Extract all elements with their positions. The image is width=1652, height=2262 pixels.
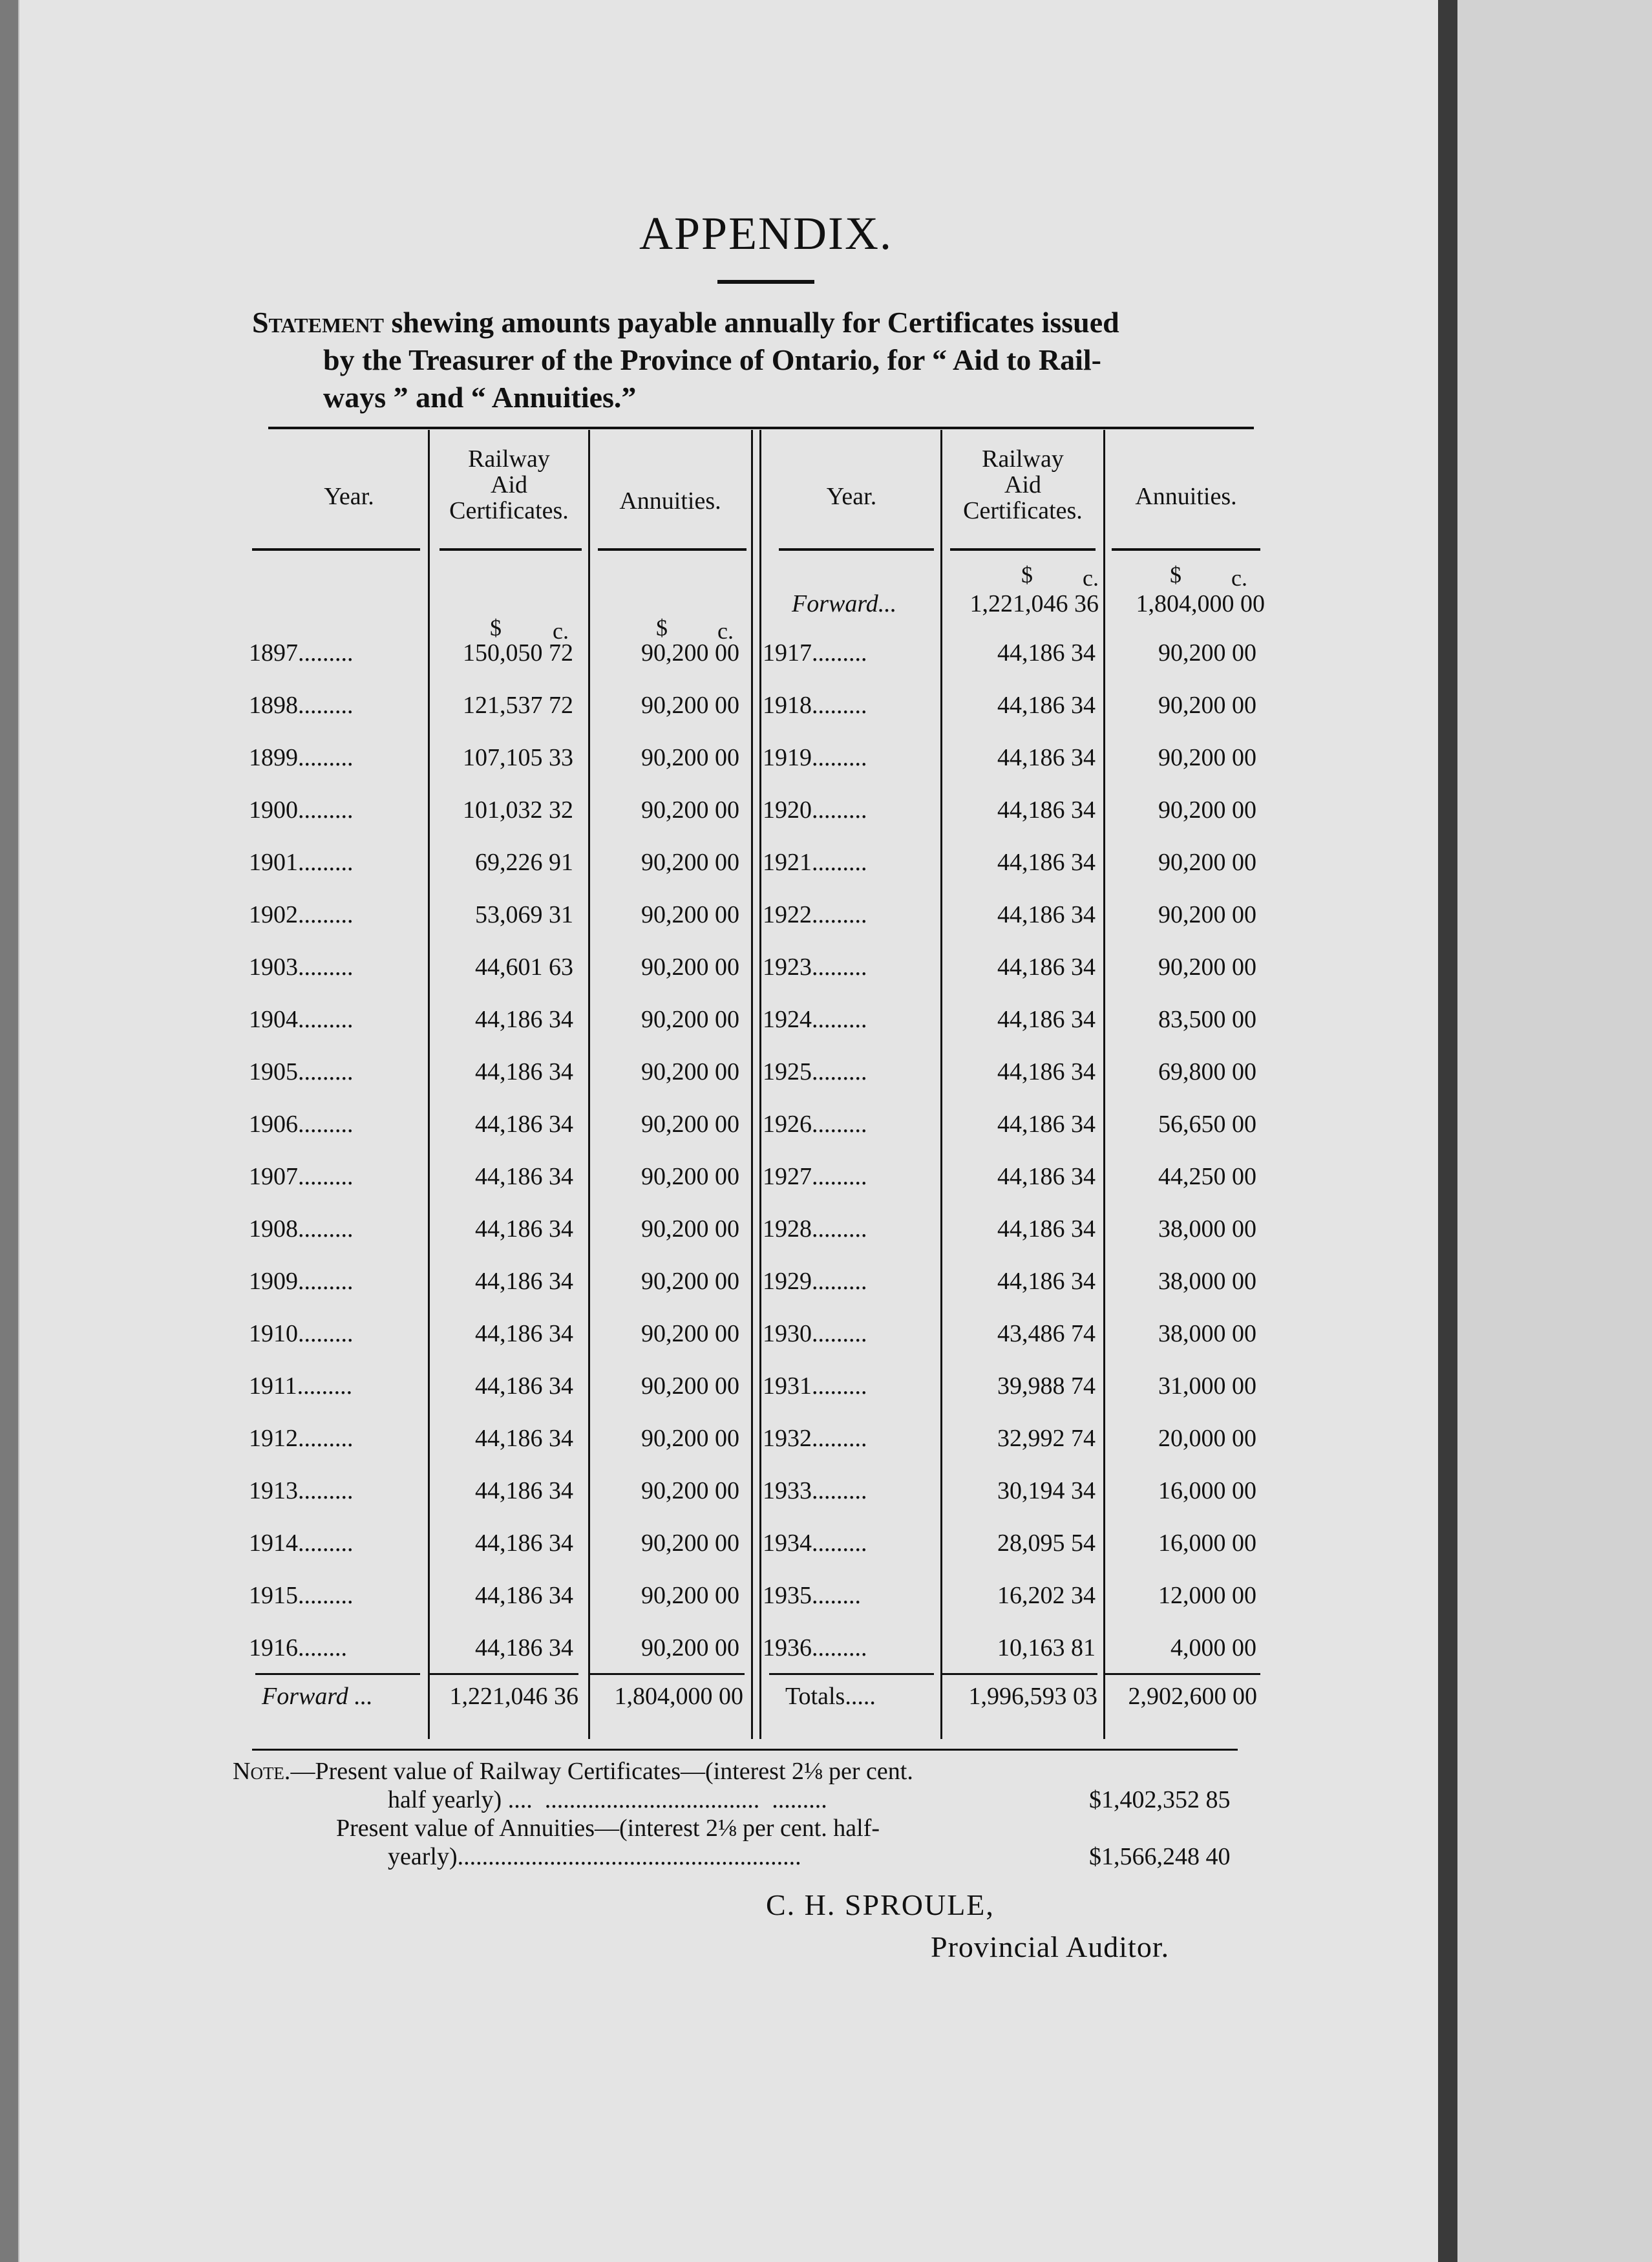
year-cell: 1904......... [249,1006,354,1033]
year-cell: 1936......... [763,1634,867,1661]
year-cell: 1926......... [763,1111,867,1138]
year-cell: 1907......... [249,1163,354,1190]
year-cell: 1932......... [763,1425,867,1452]
unit-cents-right-rail: c. [1083,565,1099,591]
statement-line-3: ways ” and “ Annuities.” [323,381,637,414]
total-rule-left-rail-a [430,1673,578,1675]
annuities-cell: 38,000 00 [1158,1320,1256,1347]
header-railway-line-2: Aid [491,471,527,498]
annuities-cell: 90,200 00 [641,1372,739,1400]
year-cell: 1906......... [249,1111,354,1138]
col-divider-3b [759,430,761,1739]
railway-cell: 69,226 91 [475,849,573,876]
annuities-cell: 90,200 00 [1158,901,1256,928]
facing-page [1457,0,1652,2262]
header-railway-right [942,446,1103,524]
header-annuities-left: Annuities. [619,487,721,515]
right-totals-label: Totals..... [785,1683,876,1710]
header-year-right: Year. [826,483,877,510]
year-cell: 1930......... [763,1320,867,1347]
annuities-cell: 90,200 00 [641,1634,739,1661]
col-divider-4 [940,430,942,1739]
railway-cell: 44,186 34 [475,1268,573,1295]
annuities-cell: 90,200 00 [641,1006,739,1033]
railway-cell: 44,186 34 [475,1582,573,1609]
year-cell: 1897......... [249,639,354,667]
annuities-cell: 16,000 00 [1158,1530,1256,1557]
year-cell: 1899......... [249,744,354,771]
year-cell: 1898......... [249,692,354,719]
year-cell: 1909......... [249,1268,354,1295]
year-cell: 1925......... [763,1058,867,1085]
railway-cell: 43,486 74 [997,1320,1096,1347]
year-cell: 1902......... [249,901,354,928]
year-cell: 1924......... [763,1006,867,1033]
year-cell: 1916........ [249,1634,347,1661]
railway-cell: 44,186 34 [997,954,1096,981]
year-cell: 1919......... [763,744,867,771]
year-cell: 1918......... [763,692,867,719]
railway-cell: 53,069 31 [475,901,573,928]
right-forward-label: Forward... [792,590,897,617]
total-rule-right-ann-a [1105,1673,1260,1675]
annuities-cell: 90,200 00 [1158,744,1256,771]
signature-name: C. H. SPROULE, [766,1888,995,1921]
header-railway-left [430,446,588,524]
railway-cell: 39,988 74 [997,1372,1096,1400]
annuities-cell: 38,000 00 [1158,1268,1256,1295]
annuities-cell: 90,200 00 [641,1268,739,1295]
annuities-cell: 44,250 00 [1158,1163,1256,1190]
annuities-cell: 90,200 00 [641,1530,739,1557]
header-underline-2 [439,548,582,551]
annuities-cell: 90,200 00 [1158,954,1256,981]
note-block [233,1757,913,1786]
annuities-cell: 16,000 00 [1158,1477,1256,1504]
railway-cell: 44,186 34 [997,796,1096,824]
annuities-cell: 90,200 00 [641,692,739,719]
unit-cents-left-rail: c. [553,618,569,644]
unit-dollar-right-rail: $ [1021,562,1033,588]
annuities-cell: 12,000 00 [1158,1582,1256,1609]
year-cell: 1931......... [763,1372,867,1400]
right-totals-annuities: 2,902,600 00 [1128,1683,1257,1710]
header-year-left: Year. [324,483,374,510]
railway-cell: 44,186 34 [475,1111,573,1138]
year-cell: 1903......... [249,954,354,981]
year-cell: 1910......... [249,1320,354,1347]
year-cell: 1923......... [763,954,867,981]
annuities-cell: 90,200 00 [641,1215,739,1243]
annuities-cell: 90,200 00 [641,639,739,667]
railway-cell: 44,186 34 [475,1163,573,1190]
year-cell: 1908......... [249,1215,354,1243]
header-railway-line-2: Aid [1004,471,1041,498]
unit-dollar-left-rail: $ [490,615,502,641]
header-railway-line-1: Railway [982,445,1064,473]
railway-cell: 44,186 34 [997,639,1096,667]
year-cell: 1935........ [763,1582,861,1609]
unit-dollar-right-ann: $ [1170,562,1181,588]
railway-cell: 10,163 81 [997,1634,1096,1661]
left-forward-annuities: 1,804,000 00 [614,1683,743,1710]
railway-cell: 44,186 34 [475,1006,573,1033]
table-top-rule [268,427,1254,429]
annuities-cell: 90,200 00 [641,744,739,771]
note-line-2: half yearly) [388,1786,502,1813]
railway-cell: 44,186 34 [475,1372,573,1400]
total-rule-right-rail-a [942,1673,1097,1675]
note-value-2: $1,566,248 40 [1089,1843,1231,1870]
railway-cell: 44,186 34 [475,1215,573,1243]
railway-cell: 28,095 54 [997,1530,1096,1557]
railway-cell: 44,601 63 [475,954,573,981]
unit-dollar-left-ann: $ [656,615,668,641]
total-rule-right-year-a [769,1673,934,1675]
annuities-cell: 90,200 00 [641,1163,739,1190]
railway-cell: 44,186 34 [475,1530,573,1557]
year-cell: 1917......... [763,639,867,667]
col-divider-3 [751,430,753,1739]
unit-cents-right-ann: c. [1231,565,1247,591]
header-railway-line-3: Certificates. [449,497,569,524]
statement-line-1: shewing amounts payable annually for Certificates issued [391,306,1119,339]
signature-title: Provincial Auditor. [931,1930,1170,1963]
annuities-cell: 20,000 00 [1158,1425,1256,1452]
railway-cell: 44,186 34 [997,1006,1096,1033]
railway-cell: 44,186 34 [997,849,1096,876]
railway-cell: 107,105 33 [463,744,573,771]
note-value-1: $1,402,352 85 [1089,1786,1231,1813]
railway-cell: 44,186 34 [997,744,1096,771]
header-railway-line-1: Railway [468,445,550,473]
year-cell: 1922......... [763,901,867,928]
col-divider-5 [1103,430,1105,1739]
annuities-cell: 90,200 00 [1158,849,1256,876]
annuities-cell: 90,200 00 [641,954,739,981]
railway-cell: 44,186 34 [997,1268,1096,1295]
railway-cell: 121,537 72 [463,692,573,719]
note-line-4-row: yearly)........................................................ [388,1843,801,1870]
railway-cell: 44,186 34 [997,1163,1096,1190]
annuities-cell: 69,800 00 [1158,1058,1256,1085]
annuities-cell: 90,200 00 [1158,639,1256,667]
railway-cell: 16,202 34 [997,1582,1096,1609]
annuities-cell: 90,200 00 [641,1058,739,1085]
annuities-cell: 90,200 00 [641,1111,739,1138]
statement-lead: Statement [252,306,384,339]
title-rule [717,280,814,284]
note-line-1: —Present value of Railway Certificates—(interest 2⅛ per cent. [290,1758,913,1785]
note-line-4: yearly) [388,1843,458,1870]
year-cell: 1934......... [763,1530,867,1557]
railway-cell: 30,194 34 [997,1477,1096,1504]
header-annuities-right: Annuities. [1135,483,1237,510]
table-bottom-rule [252,1749,1238,1751]
year-cell: 1905......... [249,1058,354,1085]
header-underline-6 [1112,548,1260,551]
note-lead: Note. [233,1758,291,1785]
right-totals-railway: 1,996,593 03 [968,1683,1097,1710]
left-forward-label: Forward ... [262,1683,373,1710]
annuities-cell: 90,200 00 [641,901,739,928]
annuities-cell: 90,200 00 [1158,796,1256,824]
year-cell: 1911......... [249,1372,353,1400]
railway-cell: 44,186 34 [997,1058,1096,1085]
railway-cell: 101,032 32 [463,796,573,824]
year-cell: 1929......... [763,1268,867,1295]
year-cell: 1921......... [763,849,867,876]
right-forward-railway: 1,221,046 36 [969,590,1099,617]
book-spine [1438,0,1457,2262]
year-cell: 1928......... [763,1215,867,1243]
left-forward-railway: 1,221,046 36 [449,1683,578,1710]
statement-line-2: by the Treasurer of the Province of Ontario, for “ Aid to Rail- [323,343,1101,376]
note-line-2-row: half yearly) .... ................................... ......... [388,1786,827,1813]
note-line-3: Present value of Annuities—(interest 2⅛ per cent. half- [336,1815,880,1842]
railway-cell: 32,992 74 [997,1425,1096,1452]
year-cell: 1933......... [763,1477,867,1504]
year-cell: 1901......... [249,849,354,876]
railway-cell: 44,186 34 [475,1425,573,1452]
railway-cell: 44,186 34 [997,1111,1096,1138]
annuities-cell: 90,200 00 [641,796,739,824]
header-railway-line-3: Certificates. [963,497,1083,524]
annuities-cell: 90,200 00 [641,849,739,876]
railway-cell: 44,186 34 [475,1058,573,1085]
annuities-cell: 90,200 00 [641,1425,739,1452]
year-cell: 1912......... [249,1425,354,1452]
railway-cell: 44,186 34 [997,901,1096,928]
annuities-cell: 38,000 00 [1158,1215,1256,1243]
page-title: APPENDIX. [639,208,893,259]
annuities-cell: 56,650 00 [1158,1111,1256,1138]
annuities-cell: 31,000 00 [1158,1372,1256,1400]
unit-cents-left-ann: c. [717,618,734,644]
annuities-cell: 90,200 00 [1158,692,1256,719]
header-underline-1 [252,548,420,551]
year-cell: 1913......... [249,1477,354,1504]
year-cell: 1900......... [249,796,354,824]
header-underline-5 [950,548,1096,551]
header-underline-4 [779,548,934,551]
statement-heading [252,304,1273,416]
railway-cell: 44,186 34 [997,1215,1096,1243]
annuities-cell: 4,000 00 [1170,1634,1256,1661]
header-underline-3 [598,548,747,551]
railway-cell: 150,050 72 [463,639,573,667]
annuities-cell: 90,200 00 [641,1477,739,1504]
annuities-cell: 83,500 00 [1158,1006,1256,1033]
year-cell: 1920......... [763,796,867,824]
year-cell: 1915......... [249,1582,354,1609]
railway-cell: 44,186 34 [997,692,1096,719]
annuities-cell: 90,200 00 [641,1320,739,1347]
railway-cell: 44,186 34 [475,1320,573,1347]
year-cell: 1914......... [249,1530,354,1557]
total-rule-left-year-a [255,1673,420,1675]
year-cell: 1927......... [763,1163,867,1190]
total-rule-left-ann-a [589,1673,745,1675]
railway-cell: 44,186 34 [475,1477,573,1504]
right-forward-annuities: 1,804,000 00 [1136,590,1265,617]
annuities-cell: 90,200 00 [641,1582,739,1609]
book-left-edge [0,0,18,2262]
railway-cell: 44,186 34 [475,1634,573,1661]
